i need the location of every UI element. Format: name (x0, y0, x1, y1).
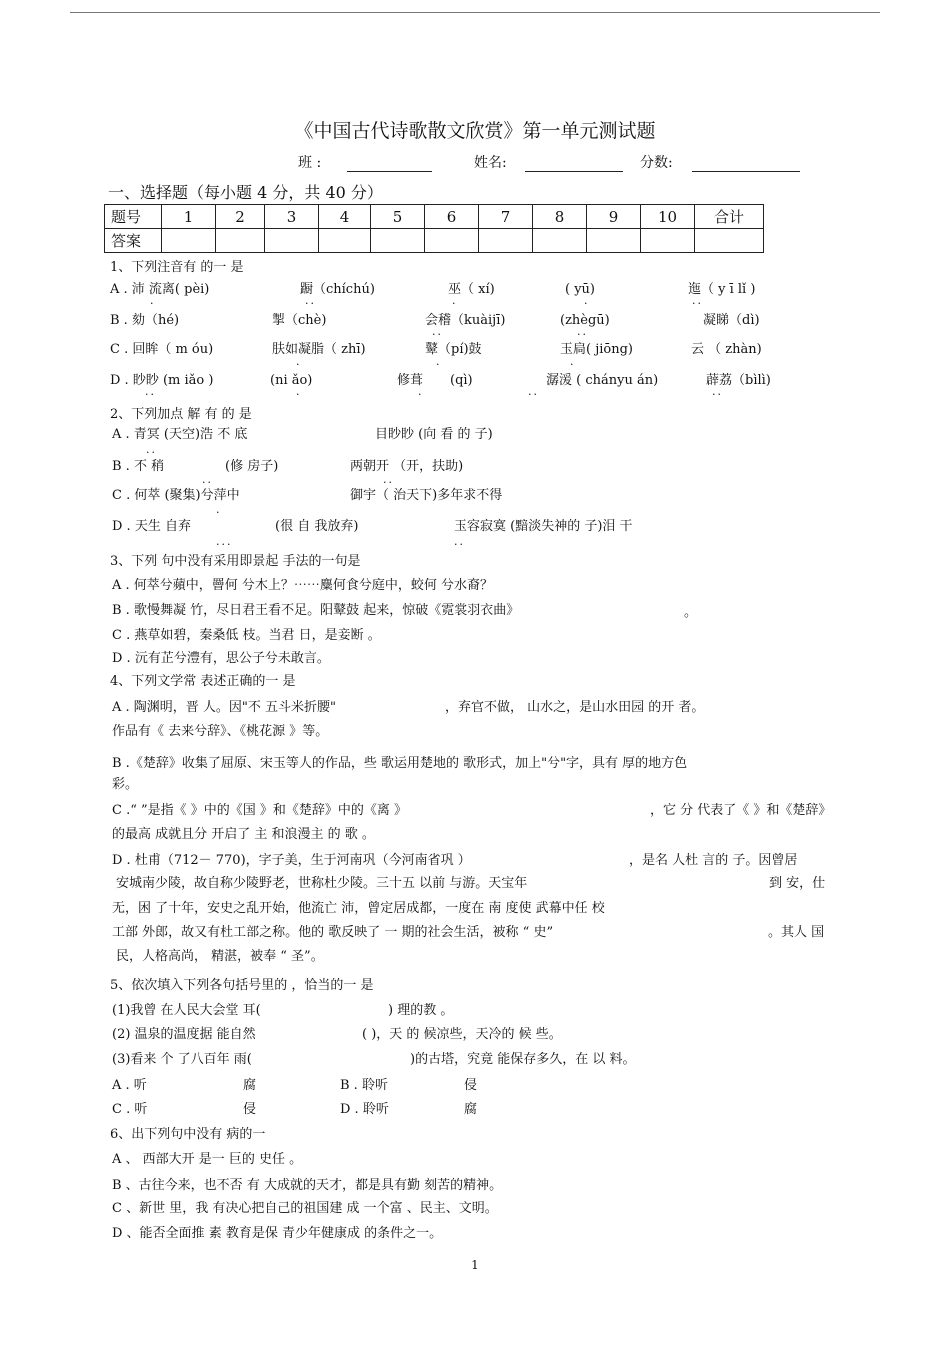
score-blank (692, 171, 800, 172)
table-cell: 1 (162, 205, 216, 229)
table-cell: 10 (641, 205, 695, 229)
table-cell: 4 (319, 205, 371, 229)
answer-cell[interactable] (641, 229, 695, 253)
text-line: 腐 (464, 1102, 478, 1117)
text-line: A 、 西部大开 是一 巨的 史任 。 (112, 1152, 303, 1167)
text-line: 目眇眇 (向 看 的 子) (375, 427, 493, 442)
text-line: 两朝开 （开，扶助) (350, 459, 464, 474)
emphasis-dots: ·· (145, 388, 156, 401)
text-line: 侵 (464, 1078, 478, 1093)
text-line: A . 青冥 (天空)浩 不 底 (112, 427, 248, 442)
text-line: 6、出下列句中没有 病的一 (110, 1127, 266, 1142)
text-line: C . 何萃 (聚集)兮萍中 (112, 488, 240, 503)
text-line: 。其人 国 (768, 925, 825, 940)
page-number: 1 (471, 1258, 479, 1272)
emphasis-dots: · (436, 358, 442, 371)
text-line: 工部 外郎，故又有杜工部之称。他的 歌反映了 一 期的社会生活，被称 “ 史” (112, 925, 554, 940)
answer-table (104, 204, 764, 253)
answer-cell[interactable] (265, 229, 319, 253)
answer-cell[interactable] (587, 229, 641, 253)
text-line: (zhègū) (560, 313, 610, 328)
text-line: ，它 分 代表了《 》和《楚辞》 (650, 803, 832, 818)
text-line: 的最高 成就且分 开启了 主 和浪漫主 的 歌 。 (112, 827, 375, 842)
text-line: ，弃官不做， 山水之，是山水田园 的开 者。 (445, 700, 705, 715)
text-line: A . 沛 流离( pèi) (110, 282, 210, 297)
text-line: C . 回眸（ m óu) (110, 342, 214, 357)
table-cell: 6 (425, 205, 479, 229)
text-line: 云 （ zhàn) (691, 342, 762, 357)
class-blank (347, 171, 432, 172)
text-line: 4、下列文学常 表述正确的一 是 (110, 674, 296, 689)
emphasis-dots: ·· (202, 476, 213, 489)
table-row-label: 答案 (105, 229, 162, 253)
text-line: B . 歌慢舞凝 竹，尽日君王看不足。阳鼙鼓 起来，惊破《霓裳羽衣曲》 (112, 603, 520, 618)
text-line: A . 陶渊明，晋 人。因"不 五斗米折腰" (112, 700, 337, 715)
text-line: 御宇（ 治天下)多年求不得 (350, 488, 503, 503)
text-line: )的古塔，究竟 能保存多久，在 以 料。 (410, 1052, 636, 1067)
answer-cell[interactable] (425, 229, 479, 253)
emphasis-dots: ·· (577, 328, 588, 341)
emphasis-dots: ·· (712, 388, 723, 401)
text-line: 彩。 (112, 777, 139, 792)
answer-cell[interactable] (371, 229, 425, 253)
emphasis-dots: · (296, 388, 302, 401)
text-line: C . 燕草如碧，秦桑低 枝。当君 日，是妾断 。 (112, 628, 381, 643)
text-line: 安城南少陵，故自称少陵野老，世称杜少陵。三十五 以前 与游。天宝年 (116, 876, 528, 891)
emphasis-dots: · (150, 297, 156, 310)
answer-cell[interactable] (695, 229, 764, 253)
text-line: 民，人格高尚， 精湛，被奉 “ 圣”。 (116, 949, 324, 964)
text-line: ，是名 人杜 言的 子。因曾居 (629, 853, 798, 868)
text-line: 。 (684, 605, 698, 620)
text-line: B 、古往今来，也不否 有 大成就的天才，都是具有勤 刻苦的精神。 (112, 1178, 503, 1193)
text-line: 掣（chè) (272, 313, 327, 328)
text-line: (修 房子) (225, 459, 279, 474)
text-line: 侵 (243, 1102, 257, 1117)
text-line: 玉扃( jiōng) (560, 342, 633, 357)
text-line: (ni ǎo) (270, 373, 313, 388)
score-label: 分数: (640, 155, 673, 171)
emphasis-dots: ··· (216, 538, 233, 551)
table-row (105, 205, 764, 229)
text-line: (2) 温泉的温度据 能自然 (112, 1027, 256, 1042)
emphasis-dots: ·· (146, 446, 157, 459)
text-line: C . 听 (112, 1102, 148, 1117)
text-line: 潺湲 ( chányu án) (546, 373, 659, 388)
text-line: (3)看来 个 了八百年 雨( (112, 1052, 252, 1067)
text-line: C 、新世 里，我 有决心把自己的祖国建 成 一个富 、民主、文明。 (112, 1201, 498, 1216)
emphasis-dots: ·· (528, 388, 539, 401)
text-line: 会稽（kuàijī) (425, 313, 506, 328)
text-line: 玉容寂寞 (黯淡失神的 子)泪 干 (454, 519, 633, 534)
text-line: 5、依次填入下列各句括号里的 ，恰当的一 是 (110, 978, 374, 993)
emphasis-dots: · (570, 358, 576, 371)
page-title: 《中国古代诗歌散文欣赏》第一单元测试题 (294, 120, 656, 142)
emphasis-dots: ·· (454, 538, 465, 551)
answer-cell[interactable] (319, 229, 371, 253)
text-line: B .《楚辞》收集了屈原、宋玉等人的作品，些 歌运用楚地的 歌形式，加上"兮"字，具有 厚的地方色 (112, 756, 688, 771)
text-line: 迤（ y ī lǐ ) (688, 282, 756, 297)
text-line: D . 聆听 (340, 1102, 389, 1117)
emphasis-dots: · (452, 297, 458, 310)
answer-cell[interactable] (533, 229, 587, 253)
text-line: ( yū) (565, 282, 595, 297)
class-label: 班 : (298, 155, 322, 171)
text-line: ( )，天 的 候凉些，天冷的 候 些。 (362, 1027, 562, 1042)
emphasis-dots: ·· (692, 297, 703, 310)
text-line: 腐 (243, 1078, 257, 1093)
emphasis-dots: · (418, 388, 424, 401)
table-cell: 5 (371, 205, 425, 229)
text-line: D . 杜甫（712－ 770)，字子美，生于河南巩（今河南省巩 ） (112, 853, 471, 868)
emphasis-dots: · (584, 297, 590, 310)
answer-cell[interactable] (479, 229, 533, 253)
text-line: 无，困 了十年，安史之乱开始，他流亡 沛，曾定居成都，一度在 南 度使 武幕中任 校 (112, 901, 605, 916)
text-line: 2、下列加点 解 有 的 是 (110, 407, 252, 422)
table-cell: 3 (265, 205, 319, 229)
text-line: 3、下列 句中没有采用即景起 手法的一句是 (110, 554, 361, 569)
section-heading: 一、选择题（每小题 4 分，共 40 分） (108, 183, 383, 202)
answer-cell[interactable] (216, 229, 265, 253)
text-line: ) 理的教 。 (388, 1003, 454, 1018)
text-line: 到 安，仕 (769, 876, 826, 891)
text-line: B . 劾（hé) (110, 313, 180, 328)
text-line: 1、下列注音有 的一 是 (110, 260, 244, 275)
table-row (105, 229, 764, 253)
text-line: B . 不 稍 (112, 459, 165, 474)
text-line: 巫（ xí) (448, 282, 495, 297)
answer-cell[interactable] (162, 229, 216, 253)
emphasis-dots: ·· (383, 476, 394, 489)
text-line: 修葺 (397, 373, 424, 388)
emphasis-dots: ·· (432, 328, 443, 341)
text-line: A . 听 (112, 1078, 147, 1093)
text-line: D . 沅有芷兮澧有，思公子兮未敢言。 (112, 651, 330, 666)
name-label: 姓名: (474, 155, 507, 171)
text-line: C .“ ”是指《 》中的《国 》和《楚辞》中的《离 》 (112, 803, 408, 818)
table-cell: 9 (587, 205, 641, 229)
text-line: (很 自 我放弃) (275, 519, 359, 534)
text-line: 鼙（pí)鼓 (425, 342, 482, 357)
text-line: (qì) (450, 373, 473, 388)
table-total-header: 合计 (695, 205, 764, 229)
text-line: 薜荔（bìlì) (706, 373, 771, 388)
emphasis-dots: · (296, 358, 302, 371)
table-cell: 7 (479, 205, 533, 229)
text-line: D . 眇眇 (m iǎo ) (110, 373, 214, 388)
text-line: (1)我曾 在人民大会堂 耳( (112, 1003, 261, 1018)
text-line: 肤如凝脂（ zhī) (272, 342, 366, 357)
name-blank (525, 171, 623, 172)
text-line: 凝睇（dì) (703, 313, 760, 328)
emphasis-dots: · (216, 506, 222, 519)
text-line: B . 聆听 (340, 1078, 388, 1093)
text-line: A . 何萃兮蘋中，罾何 兮木上？⋯⋯麋何食兮庭中，蛟何 兮水裔？ (112, 578, 494, 593)
table-row-label: 题号 (105, 205, 162, 229)
text-line: 作品有《 去来兮辞》、《桃花源 》等。 (112, 724, 329, 739)
top-rule (70, 12, 880, 13)
text-line: 蹰（chíchú) (300, 282, 375, 297)
table-cell: 8 (533, 205, 587, 229)
text-line: D . 天生 自弃 (112, 519, 191, 534)
table-cell: 2 (216, 205, 265, 229)
text-line: D 、能否全面推 素 教育是保 青少年健康成 的条件之一。 (112, 1226, 443, 1241)
emphasis-dots: ·· (305, 297, 316, 310)
